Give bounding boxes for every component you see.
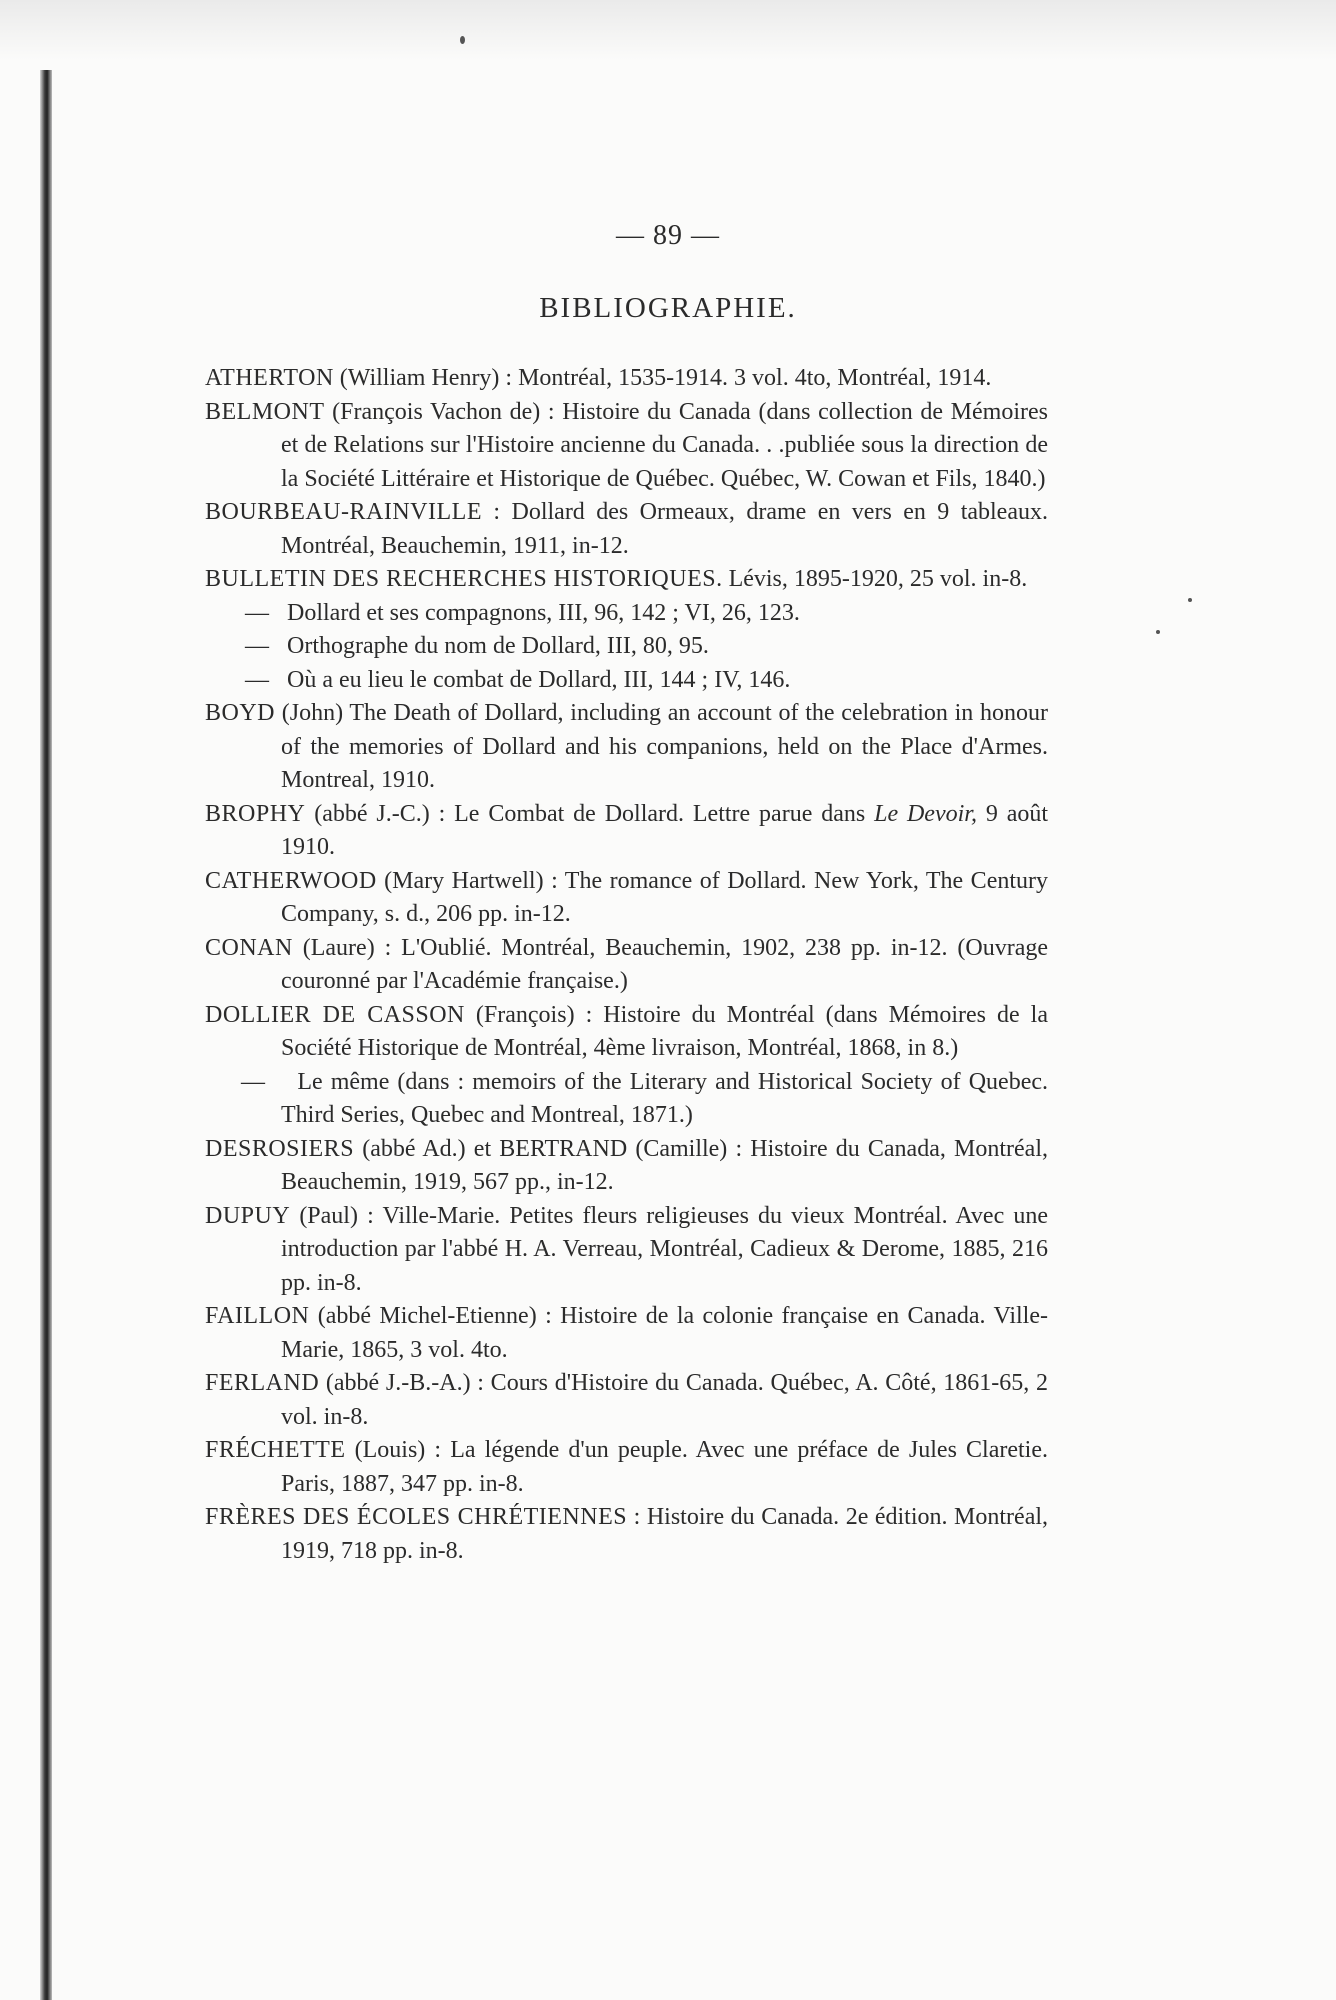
page-top-shadow bbox=[0, 0, 1336, 60]
bibliography-subentry bbox=[205, 1066, 1048, 1133]
entry-author: DESROSIERS bbox=[205, 1135, 355, 1162]
entry-author: CATHERWOOD bbox=[205, 867, 377, 894]
bibliography-entry bbox=[205, 1200, 1048, 1301]
bibliography-entry bbox=[205, 1434, 1048, 1501]
entry-author: DUPUY bbox=[205, 1202, 291, 1229]
bibliography-entry bbox=[205, 362, 1048, 396]
entry-dash: — bbox=[241, 1068, 265, 1095]
entry-text: (abbé J.-C.) : Le Combat de Dollard. Lettre parue dans bbox=[314, 800, 866, 827]
entry-text: : Dollard des Ormeaux, drame en vers en 9 tableaux. Montréal, Beauchemin, 1911, in-12. bbox=[281, 499, 1048, 559]
page-number: — 89 — bbox=[616, 220, 720, 251]
scan-speck bbox=[1156, 630, 1160, 634]
entry-text: (William Henry) : Montréal, 1535-1914. 3 vol. 4to, Montréal, 1914. bbox=[339, 365, 992, 391]
entry-dash: — bbox=[245, 633, 269, 659]
entry-author: ATHERTON bbox=[205, 365, 334, 391]
bibliography-entry bbox=[205, 1501, 1048, 1568]
bibliography-entry bbox=[205, 697, 1048, 798]
entry-dash: — bbox=[245, 666, 269, 693]
bibliography-subentry bbox=[205, 597, 1048, 631]
entry-author: FERLAND bbox=[205, 1370, 320, 1396]
bibliography-subentry bbox=[205, 664, 1048, 698]
entry-text: (abbé Ad.) et BERTRAND (Camille) : Histoire du Canada, Montréal, Beauchemin, 1919, 567 pp., in-12. bbox=[281, 1135, 1048, 1195]
page-title: BIBLIOGRAPHIE. bbox=[539, 292, 797, 324]
entry-text: (Paul) : Ville-Marie. Petites fleurs religieuses du vieux Montréal. Avec une introduction par l'abbé H. A. Verreau, Montréal, Cadieux & Derome, 1885, 216 pp. in-8. bbox=[281, 1202, 1049, 1296]
entry-italic-title: Le Devoir, bbox=[874, 800, 977, 827]
entry-dash: — bbox=[245, 599, 269, 626]
bibliography-entry bbox=[205, 496, 1048, 563]
entry-author: BULLETIN DES RECHERCHES HISTORIQUES. bbox=[205, 566, 723, 592]
entry-author: BELMONT bbox=[205, 398, 325, 425]
entry-author: BOYD bbox=[205, 700, 276, 726]
binding-edge bbox=[40, 70, 52, 2000]
bibliography-entry bbox=[205, 1367, 1048, 1434]
bibliography-entry bbox=[205, 1300, 1048, 1367]
bibliography-entry bbox=[205, 798, 1048, 865]
bibliography-entry bbox=[205, 1133, 1048, 1200]
entry-text-end: 9 août 1910. bbox=[281, 800, 1049, 860]
entry-author: FAILLON bbox=[205, 1303, 310, 1329]
bibliography-entry bbox=[205, 396, 1048, 497]
bibliography-subentry bbox=[205, 630, 1048, 664]
entry-text: (Mary Hartwell) : The romance of Dollard. New York, The Century Company, s. d., 206 pp. in-12. bbox=[281, 867, 1049, 927]
scan-speck bbox=[1188, 598, 1192, 602]
entry-text: Orthographe du nom de Dollard, III, 80, 95. bbox=[287, 633, 709, 659]
entry-text: (abbé J.-B.-A.) : Cours d'Histoire du Canada. Québec, A. Côté, 1861-65, 2 vol. in-8. bbox=[281, 1370, 1049, 1430]
entry-text: Dollard et ses compagnons, III, 96, 142 ; VI, 26, 123. bbox=[287, 599, 800, 626]
entry-text: (François Vachon de) : Histoire du Canada (dans collection de Mémoires et de Relations sur l'Histoire ancienne du Canada. . .publiée sous la direction de la Société Littéraire et Historique de Québec. Québec, W. Cowan et Fils, 1840.) bbox=[281, 398, 1048, 492]
entry-author: BROPHY bbox=[205, 800, 306, 827]
bibliography-entry bbox=[205, 865, 1048, 932]
entry-text: (John) The Death of Dollard, including an account of the celebration in honour of the memories of Dollard and his companions, held on the Place d'Armes. Montreal, 1910. bbox=[281, 700, 1049, 793]
entry-author: CONAN bbox=[205, 934, 293, 961]
entry-text: (Laure) : L'Oublié. Montréal, Beauchemin, 1902, 238 pp. in-12. (Ouvrage couronné par l'Académie française.) bbox=[281, 934, 1048, 994]
bibliography-entry bbox=[205, 563, 1048, 597]
entry-text: : Histoire du Canada. 2e édition. Montréal, 1919, 718 pp. in-8. bbox=[281, 1504, 1049, 1564]
entry-text: (abbé Michel-Etienne) : Histoire de la colonie française en Canada. Ville-Marie, 1865, 3 vol. 4to. bbox=[281, 1303, 1048, 1363]
bibliography-list bbox=[205, 362, 1048, 1568]
entry-author: FRÉCHETTE bbox=[205, 1437, 346, 1463]
bibliography-entry bbox=[205, 999, 1048, 1066]
entry-text: Lévis, 1895-1920, 25 vol. in-8. bbox=[728, 566, 1028, 592]
entry-text: (Louis) : La légende d'un peuple. Avec une préface de Jules Claretie. Paris, 1887, 347 pp. in-8. bbox=[281, 1437, 1049, 1497]
entry-text: Où a eu lieu le combat de Dollard, III, 144 ; IV, 146. bbox=[287, 666, 791, 693]
entry-author: BOURBEAU-RAINVILLE bbox=[205, 499, 482, 525]
entry-text: (François) : Histoire du Montréal (dans Mémoires de la Société Historique de Montréal, 4ème livraison, Montréal, 1868, in 8.) bbox=[281, 1001, 1048, 1061]
bibliography-entry bbox=[205, 932, 1048, 999]
entry-text: Le même (dans : memoirs of the Literary and Historical Society of Quebec. Third Series, Quebec and Montreal, 1871.) bbox=[281, 1068, 1048, 1128]
entry-author: DOLLIER DE CASSON bbox=[205, 1001, 465, 1028]
entry-author: FRÈRES DES ÉCOLES CHRÉTIENNES bbox=[205, 1504, 628, 1530]
scan-speck bbox=[460, 36, 465, 44]
